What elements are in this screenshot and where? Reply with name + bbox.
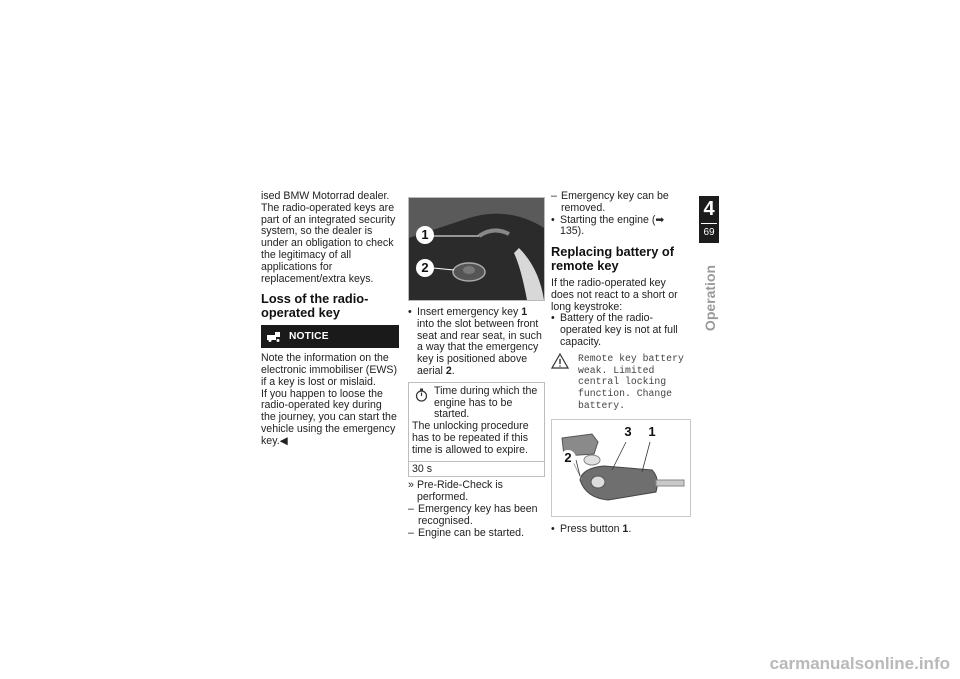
figure-callout-1: 1 xyxy=(416,226,434,244)
battery-low-condition: • Battery of the radio-operated key is not at full capacity. xyxy=(551,313,691,348)
motorcycle-notice-icon xyxy=(267,331,281,342)
warning-triangle-icon xyxy=(551,353,569,369)
notice-label: NOTICE xyxy=(289,331,329,343)
chapter-tab xyxy=(699,196,719,243)
result-key-recognised: – Emergency key has been recognised. xyxy=(408,504,545,528)
seat-slot-figure xyxy=(408,197,545,301)
column-left xyxy=(261,191,399,448)
lost-key-paragraph: If you happen to loose the radio-operated key during the journey, you can start the vehicle using the emergency key.◀ xyxy=(261,387,397,447)
info-repeat-text: The unlocking procedure has to be repeated if this time is allowed to expire. xyxy=(412,420,529,456)
end-mark-icon: ◀ xyxy=(279,434,288,447)
time-info-box xyxy=(408,382,545,478)
chapter-number: 4 xyxy=(703,198,715,220)
section-heading-loss-of-key: Loss of the radio-operated key xyxy=(261,291,369,320)
warning-line-1: Remote key battery xyxy=(578,352,684,364)
figure-callout-3: 3 xyxy=(620,424,636,440)
info-value: 30 s xyxy=(409,461,544,477)
chapter-divider xyxy=(701,223,717,224)
remote-key-figure xyxy=(551,419,691,517)
press-button-step: • Press button 1. xyxy=(551,524,691,536)
stopwatch-icon xyxy=(415,388,428,402)
notice-banner xyxy=(261,325,399,348)
battery-intro: If the radio-operated key does not react to a short or long keystroke: xyxy=(551,277,678,313)
warning-line-2: weak. Limited central locking function. Change battery. xyxy=(578,364,673,411)
starting-engine-reference: • Starting the engine (➡ 135). xyxy=(551,215,691,239)
info-time-text: Time during which the engine has to be started. xyxy=(434,384,538,421)
watermark: carmanualsonline.info xyxy=(769,654,950,673)
column-right xyxy=(551,191,691,536)
page-number: 69 xyxy=(703,227,715,238)
figure-callout-1: 1 xyxy=(644,424,660,440)
section-label-operation: Operation xyxy=(702,264,718,332)
intro-text: ised BMW Motorrad dealer. The radio-operated keys are part of an integrated security system, so the dealer is under an obligation to check the legitimacy of all applications for replacement/extra keys. xyxy=(261,190,396,285)
result-engine-start: – Engine can be started. xyxy=(408,528,545,540)
result-key-removable: – Emergency key can be removed. xyxy=(551,191,691,215)
figure-callout-2: 2 xyxy=(560,450,576,466)
ews-paragraph: Note the information on the electronic immobiliser (EWS) if a key is lost or mislaid. xyxy=(261,352,397,388)
result-pre-ride-check: » Pre-Ride-Check is performed. xyxy=(408,480,545,504)
section-heading-replace-battery: Replacing battery of remote key xyxy=(551,244,675,273)
figure-callout-2: 2 xyxy=(416,259,434,277)
insert-key-step: • Insert emergency key 1 into the slot between front seat and rear seat, in such a way that the emergency key is positioned above aerial 2. xyxy=(408,307,545,378)
column-middle xyxy=(408,191,545,539)
seat-slot-photo xyxy=(409,198,544,300)
battery-warning xyxy=(551,351,691,412)
